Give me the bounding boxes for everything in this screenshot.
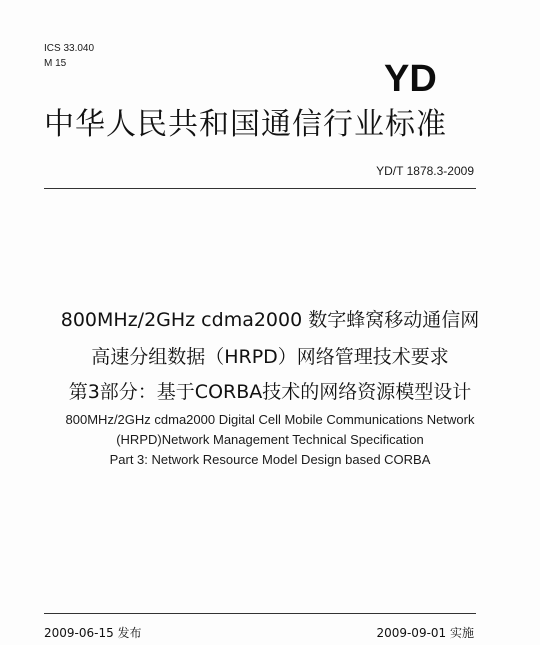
yd-logo (384, 57, 452, 95)
classification-codes (44, 41, 94, 71)
chinese-title-line-1: 800MHz/2GHz cdma2000 数字蜂窝移动通信网 (60, 309, 480, 331)
chinese-title-line-2: 高速分组数据（HRPD）网络管理技术要求 (91, 346, 449, 368)
chinese-title-line-3: 第3部分：基于CORBA技术的网络资源模型设计 (68, 381, 472, 403)
top-divider (44, 188, 476, 189)
english-title-line-3: Part 3: Network Resource Model Design based CORBA (109, 452, 431, 467)
implementation-date: 2009-09-01 实施 (376, 626, 474, 640)
english-title-line-1: 800MHz/2GHz cdma2000 Digital Cell Mobile Communications Network (65, 412, 475, 427)
ics-code: ICS 33.040 (44, 43, 95, 54)
english-title-line-2: (HRPD)Network Management Technical Specification (116, 432, 424, 447)
classification-code: M 15 (44, 58, 67, 69)
standard-number: YD/T 1878.3-2009 (376, 164, 474, 178)
bottom-divider (44, 613, 476, 614)
logo-text: YD (384, 58, 437, 95)
standard-title: 中华人民共和国通信行业标准 (44, 107, 447, 142)
issue-date: 2009-06-15 发布 (44, 626, 142, 640)
